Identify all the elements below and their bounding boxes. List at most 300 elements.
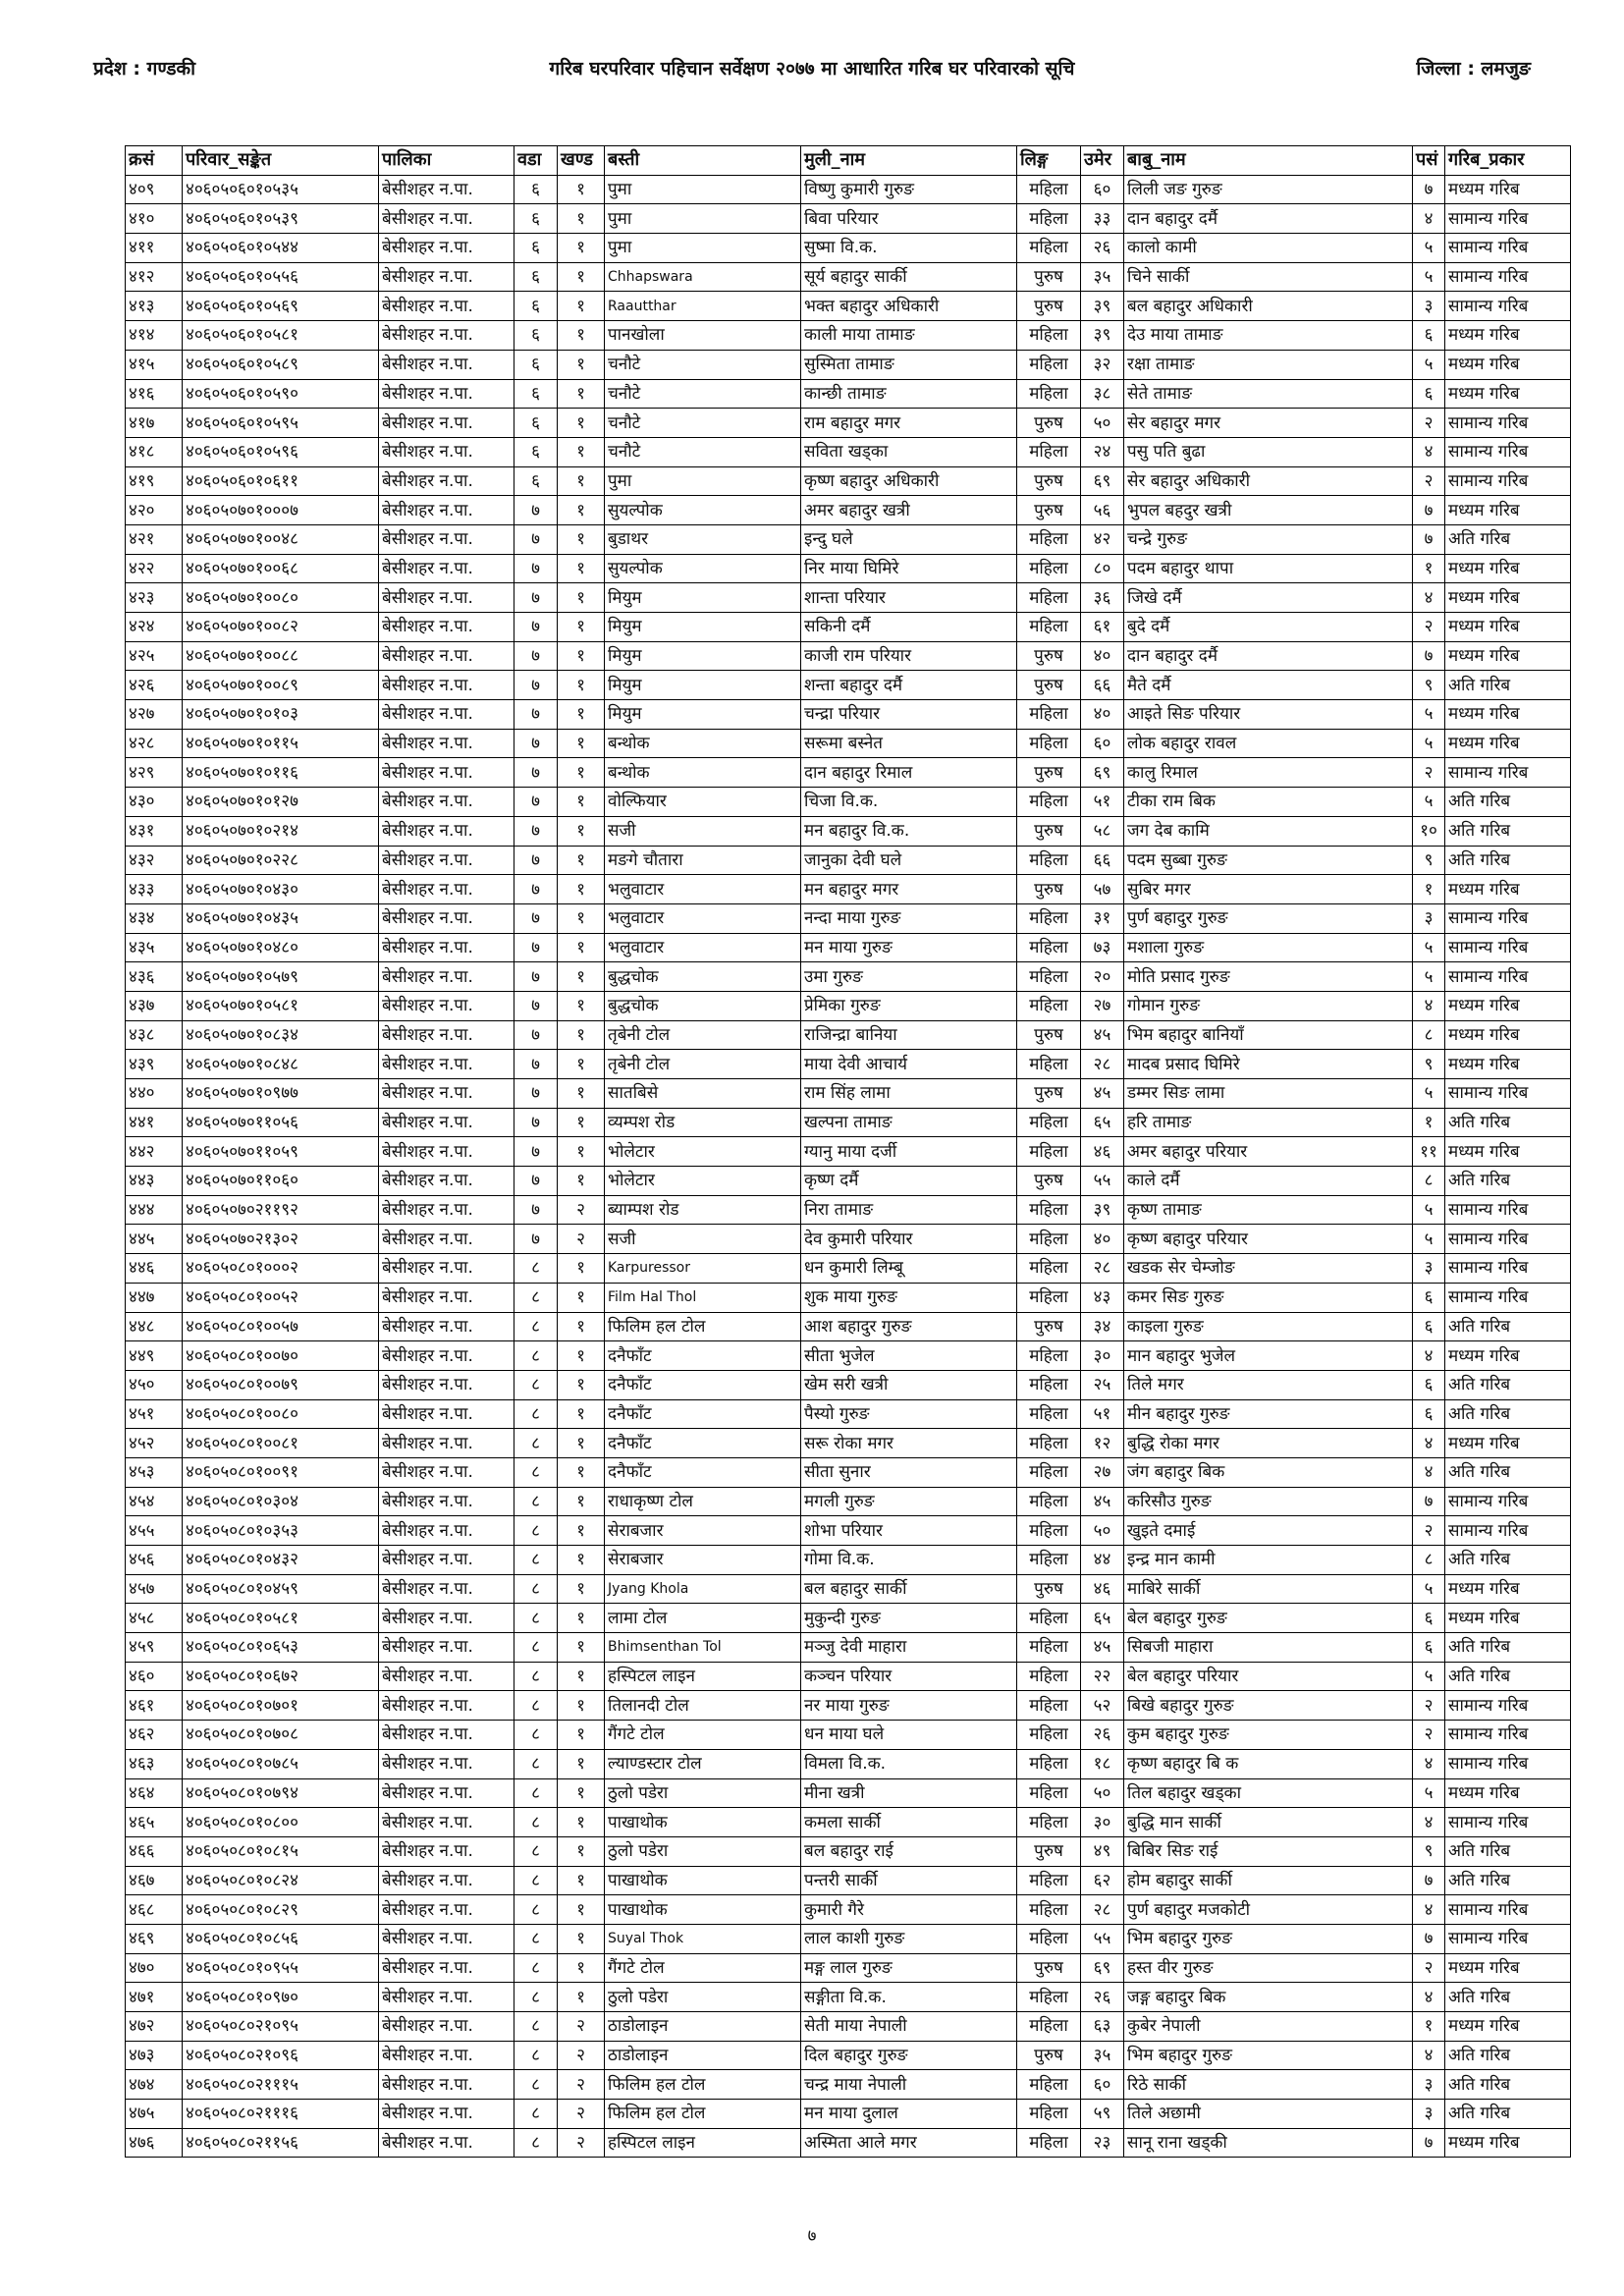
cell-poverty-type: मध्यम गरिब bbox=[1445, 1574, 1571, 1604]
cell-father-name: दान बहादुर दर्मै bbox=[1124, 204, 1413, 234]
cell-family-size: ७ bbox=[1413, 524, 1445, 554]
cell-block: १ bbox=[558, 1749, 605, 1778]
cell-ward: ८ bbox=[514, 1604, 558, 1633]
cell-gender: महिला bbox=[1017, 613, 1081, 642]
cell-father-name: पदम सुब्बा गुरुङ bbox=[1124, 846, 1413, 875]
cell-ward: ७ bbox=[514, 554, 558, 583]
cell-poverty-type: मध्यम गरिब bbox=[1445, 2128, 1571, 2158]
cell-head-name: काली माया तामाङ bbox=[801, 321, 1017, 351]
cell-municipality: बेसीशहर न.पा. bbox=[379, 933, 514, 962]
cell-family-size: ३ bbox=[1413, 292, 1445, 321]
cell-age: २० bbox=[1081, 962, 1124, 992]
table-row bbox=[126, 758, 1571, 788]
cell-block: १ bbox=[558, 1604, 605, 1633]
cell-family-code: ४०६०५०६०१०५९० bbox=[183, 379, 379, 409]
table-row bbox=[126, 379, 1571, 409]
cell-poverty-type: मध्यम गरिब bbox=[1445, 1953, 1571, 1983]
cell-age: ४९ bbox=[1081, 1836, 1124, 1866]
cell-ward: ७ bbox=[514, 671, 558, 700]
cell-serial: ४५९ bbox=[126, 1633, 183, 1663]
cell-serial: ४२२ bbox=[126, 554, 183, 583]
cell-father-name: बिखे बहादुर गुरुङ bbox=[1124, 1691, 1413, 1721]
cell-serial: ४४५ bbox=[126, 1225, 183, 1254]
cell-gender: महिला bbox=[1017, 700, 1081, 730]
cell-municipality: बेसीशहर न.पा. bbox=[379, 1516, 514, 1546]
cell-settlement: दनैफाँट bbox=[605, 1457, 801, 1487]
cell-settlement: वोल्फियार bbox=[605, 788, 801, 817]
cell-ward: ८ bbox=[514, 1283, 558, 1312]
cell-age: ४३ bbox=[1081, 1283, 1124, 1312]
cell-family-code: ४०६०५०७०१०५८१ bbox=[183, 991, 379, 1020]
cell-father-name: तिले मगर bbox=[1124, 1370, 1413, 1399]
cell-father-name: तिल बहादुर खड्का bbox=[1124, 1778, 1413, 1808]
cell-settlement: मङगे चौतारा bbox=[605, 846, 801, 875]
cell-family-size: ९ bbox=[1413, 1050, 1445, 1079]
cell-settlement: ठुलो पडेरा bbox=[605, 1983, 801, 2012]
cell-municipality: बेसीशहर न.पा. bbox=[379, 1836, 514, 1866]
table-row bbox=[126, 2070, 1571, 2100]
cell-family-size: ४ bbox=[1413, 991, 1445, 1020]
cell-poverty-type: सामान्य गरिब bbox=[1445, 933, 1571, 962]
cell-municipality: बेसीशहर न.पा. bbox=[379, 875, 514, 904]
cell-settlement: भलुवाटार bbox=[605, 903, 801, 933]
cell-settlement: चनौटे bbox=[605, 350, 801, 379]
cell-poverty-type: अति गरिब bbox=[1445, 1167, 1571, 1196]
cell-settlement: सुयल्पोक bbox=[605, 496, 801, 525]
cell-municipality: बेसीशहर न.पा. bbox=[379, 1312, 514, 1341]
cell-gender: महिला bbox=[1017, 204, 1081, 234]
cell-family-code: ४०६०५०६०१०५३५ bbox=[183, 175, 379, 204]
cell-age: ४५ bbox=[1081, 1020, 1124, 1050]
cell-father-name: बल बहादुर अधिकारी bbox=[1124, 292, 1413, 321]
cell-ward: ७ bbox=[514, 962, 558, 992]
cell-gender: महिला bbox=[1017, 1749, 1081, 1778]
table-row bbox=[126, 1050, 1571, 1079]
cell-block: १ bbox=[558, 350, 605, 379]
cell-age: ४६ bbox=[1081, 1137, 1124, 1167]
cell-settlement: पाखाथोक bbox=[605, 1808, 801, 1837]
cell-gender: महिला bbox=[1017, 729, 1081, 758]
table-row bbox=[126, 1370, 1571, 1399]
cell-settlement: ठाडोलाइन bbox=[605, 2012, 801, 2042]
cell-family-code: ४०६०५०८०१०७०१ bbox=[183, 1691, 379, 1721]
cell-ward: ८ bbox=[514, 2100, 558, 2129]
cell-municipality: बेसीशहर न.पा. bbox=[379, 758, 514, 788]
cell-family-code: ४०६०५०८०१०५८१ bbox=[183, 1604, 379, 1633]
cell-municipality: बेसीशहर न.पा. bbox=[379, 1429, 514, 1458]
cell-serial: ४४२ bbox=[126, 1137, 183, 1167]
table-row bbox=[126, 816, 1571, 846]
table-row bbox=[126, 2041, 1571, 2070]
cell-block: २ bbox=[558, 2100, 605, 2129]
cell-family-code: ४०६०५०७०१०००७ bbox=[183, 496, 379, 525]
cell-block: १ bbox=[558, 204, 605, 234]
cell-head-name: कुमारी गैरे bbox=[801, 1895, 1017, 1925]
table-row bbox=[126, 1749, 1571, 1778]
cell-ward: ८ bbox=[514, 1487, 558, 1516]
cell-block: १ bbox=[558, 1808, 605, 1837]
page-title: गरिब घरपरिवार पहिचान सर्वेक्षण २०७७ मा आधारित गरिब घर परिवारको सूचि bbox=[549, 58, 1075, 80]
cell-gender: महिला bbox=[1017, 2100, 1081, 2129]
cell-gender: महिला bbox=[1017, 350, 1081, 379]
cell-settlement: व्यम्पश रोड bbox=[605, 1108, 801, 1137]
cell-poverty-type: अति गरिब bbox=[1445, 1836, 1571, 1866]
cell-block: १ bbox=[558, 1691, 605, 1721]
cell-poverty-type: सामान्य गरिब bbox=[1445, 903, 1571, 933]
cell-family-code: ४०६०५०८०२१०९५ bbox=[183, 2012, 379, 2042]
cell-serial: ४४० bbox=[126, 1079, 183, 1109]
cell-head-name: नन्दा माया गुरुङ bbox=[801, 903, 1017, 933]
cell-father-name: खुइते दमाई bbox=[1124, 1516, 1413, 1546]
cell-settlement: बुद्धचोक bbox=[605, 991, 801, 1020]
cell-head-name: धन कुमारी लिम्बू bbox=[801, 1254, 1017, 1284]
cell-gender: महिला bbox=[1017, 1895, 1081, 1925]
cell-age: ४० bbox=[1081, 641, 1124, 671]
cell-family-size: ३ bbox=[1413, 2070, 1445, 2100]
cell-serial: ४३५ bbox=[126, 933, 183, 962]
table-row bbox=[126, 1546, 1571, 1575]
cell-family-size: ७ bbox=[1413, 1866, 1445, 1895]
cell-serial: ४७३ bbox=[126, 2041, 183, 2070]
cell-settlement: फिलिम हल टोल bbox=[605, 1312, 801, 1341]
cell-settlement: दनैफाँट bbox=[605, 1399, 801, 1429]
cell-serial: ४२३ bbox=[126, 583, 183, 613]
cell-block: १ bbox=[558, 1254, 605, 1284]
cell-age: ५८ bbox=[1081, 816, 1124, 846]
cell-father-name: भिम बहादुर गुरुङ bbox=[1124, 2041, 1413, 2070]
cell-settlement: हस्पिटल लाइन bbox=[605, 2128, 801, 2158]
cell-gender: पुरुष bbox=[1017, 641, 1081, 671]
cell-gender: महिला bbox=[1017, 1283, 1081, 1312]
cell-family-code: ४०६०५०८०१०३५३ bbox=[183, 1516, 379, 1546]
cell-family-size: ७ bbox=[1413, 2128, 1445, 2158]
cell-ward: ८ bbox=[514, 1341, 558, 1371]
cell-head-name: आश बहादुर गुरुङ bbox=[801, 1312, 1017, 1341]
cell-father-name: जग देब कामि bbox=[1124, 816, 1413, 846]
col-header-settlement: बस्ती bbox=[605, 146, 801, 176]
cell-family-size: २ bbox=[1413, 1691, 1445, 1721]
cell-family-size: ८ bbox=[1413, 1546, 1445, 1575]
cell-gender: महिला bbox=[1017, 379, 1081, 409]
cell-father-name: आइते सिङ परियार bbox=[1124, 700, 1413, 730]
cell-age: ४० bbox=[1081, 1225, 1124, 1254]
col-header-father-name: बाबु_नाम bbox=[1124, 146, 1413, 176]
cell-gender: महिला bbox=[1017, 1399, 1081, 1429]
cell-head-name: अस्मिता आले मगर bbox=[801, 2128, 1017, 2158]
cell-poverty-type: मध्यम गरिब bbox=[1445, 1778, 1571, 1808]
cell-ward: ७ bbox=[514, 788, 558, 817]
cell-block: १ bbox=[558, 583, 605, 613]
cell-father-name: कृष्ण तामाङ bbox=[1124, 1195, 1413, 1225]
table-row bbox=[126, 1633, 1571, 1663]
cell-settlement: सजी bbox=[605, 1225, 801, 1254]
cell-age: २२ bbox=[1081, 1662, 1124, 1691]
cell-settlement: सुयल्पोक bbox=[605, 554, 801, 583]
cell-ward: ६ bbox=[514, 409, 558, 438]
cell-serial: ४२७ bbox=[126, 700, 183, 730]
cell-family-size: ६ bbox=[1413, 1399, 1445, 1429]
cell-head-name: शुक माया गुरुङ bbox=[801, 1283, 1017, 1312]
cell-municipality: बेसीशहर न.पा. bbox=[379, 1546, 514, 1575]
table-row bbox=[126, 671, 1571, 700]
cell-gender: महिला bbox=[1017, 234, 1081, 263]
cell-age: ६० bbox=[1081, 175, 1124, 204]
cell-gender: महिला bbox=[1017, 1662, 1081, 1691]
cell-ward: ६ bbox=[514, 466, 558, 496]
cell-age: ३९ bbox=[1081, 292, 1124, 321]
cell-family-size: ३ bbox=[1413, 1254, 1445, 1284]
cell-age: ६० bbox=[1081, 729, 1124, 758]
table-row bbox=[126, 1778, 1571, 1808]
col-header-municipality: पालिका bbox=[379, 146, 514, 176]
cell-poverty-type: सामान्य गरिब bbox=[1445, 758, 1571, 788]
cell-serial: ४७५ bbox=[126, 2100, 183, 2129]
cell-head-name: दान बहादुर रिमाल bbox=[801, 758, 1017, 788]
cell-father-name: चिने सार्की bbox=[1124, 262, 1413, 292]
table-row bbox=[126, 1574, 1571, 1604]
cell-municipality: बेसीशहर न.पा. bbox=[379, 583, 514, 613]
cell-ward: ७ bbox=[514, 933, 558, 962]
table-row bbox=[126, 1079, 1571, 1109]
cell-ward: ८ bbox=[514, 2128, 558, 2158]
cell-gender: महिला bbox=[1017, 1225, 1081, 1254]
cell-family-code: ४०६०५०८०१००५७ bbox=[183, 1312, 379, 1341]
cell-gender: महिला bbox=[1017, 524, 1081, 554]
cell-gender: पुरुष bbox=[1017, 671, 1081, 700]
cell-block: १ bbox=[558, 524, 605, 554]
cell-family-code: ४०६०५०८०१००९१ bbox=[183, 1457, 379, 1487]
cell-block: १ bbox=[558, 1633, 605, 1663]
cell-block: १ bbox=[558, 875, 605, 904]
cell-settlement: मियुम bbox=[605, 700, 801, 730]
cell-family-size: ११ bbox=[1413, 1137, 1445, 1167]
cell-serial: ४४१ bbox=[126, 1108, 183, 1137]
cell-head-name: मीना खत्री bbox=[801, 1778, 1017, 1808]
cell-family-code: ४०६०५०८०१००७० bbox=[183, 1341, 379, 1371]
cell-head-name: काजी राम परियार bbox=[801, 641, 1017, 671]
cell-serial: ४२६ bbox=[126, 671, 183, 700]
table-row bbox=[126, 524, 1571, 554]
cell-serial: ४३४ bbox=[126, 903, 183, 933]
cell-family-code: ४०६०५०६०१०५४४ bbox=[183, 234, 379, 263]
table-row bbox=[126, 1662, 1571, 1691]
table-row bbox=[126, 1167, 1571, 1196]
cell-settlement: दनैफाँट bbox=[605, 1370, 801, 1399]
cell-municipality: बेसीशहर न.पा. bbox=[379, 1370, 514, 1399]
cell-gender: महिला bbox=[1017, 991, 1081, 1020]
cell-settlement: मियुम bbox=[605, 641, 801, 671]
cell-head-name: कञ्चन परियार bbox=[801, 1662, 1017, 1691]
cell-municipality: बेसीशहर न.पा. bbox=[379, 1137, 514, 1167]
cell-municipality: बेसीशहर न.पा. bbox=[379, 1079, 514, 1109]
cell-municipality: बेसीशहर न.पा. bbox=[379, 379, 514, 409]
cell-head-name: मन बहादुर मगर bbox=[801, 875, 1017, 904]
cell-block: १ bbox=[558, 554, 605, 583]
cell-family-size: ५ bbox=[1413, 729, 1445, 758]
table-row bbox=[126, 1341, 1571, 1371]
table-row bbox=[126, 962, 1571, 992]
cell-gender: महिला bbox=[1017, 903, 1081, 933]
cell-gender: महिला bbox=[1017, 1254, 1081, 1284]
cell-father-name: भुपल बहदुर खत्री bbox=[1124, 496, 1413, 525]
cell-municipality: बेसीशहर न.पा. bbox=[379, 1225, 514, 1254]
table-row bbox=[126, 1808, 1571, 1837]
cell-family-size: ५ bbox=[1413, 262, 1445, 292]
cell-poverty-type: सामान्य गरिब bbox=[1445, 1283, 1571, 1312]
cell-family-code: ४०६०५०६०१०५६९ bbox=[183, 292, 379, 321]
cell-family-size: ५ bbox=[1413, 788, 1445, 817]
cell-block: १ bbox=[558, 409, 605, 438]
cell-gender: महिला bbox=[1017, 1633, 1081, 1663]
table-row bbox=[126, 1604, 1571, 1633]
cell-gender: महिला bbox=[1017, 437, 1081, 466]
cell-ward: ८ bbox=[514, 1983, 558, 2012]
cell-block: २ bbox=[558, 2041, 605, 2070]
cell-serial: ४३० bbox=[126, 788, 183, 817]
cell-block: १ bbox=[558, 321, 605, 351]
cell-settlement: पुमा bbox=[605, 204, 801, 234]
cell-ward: ८ bbox=[514, 2012, 558, 2042]
cell-municipality: बेसीशहर न.पा. bbox=[379, 788, 514, 817]
cell-municipality: बेसीशहर न.पा. bbox=[379, 1050, 514, 1079]
cell-ward: ७ bbox=[514, 1225, 558, 1254]
cell-municipality: बेसीशहर न.पा. bbox=[379, 1604, 514, 1633]
cell-block: १ bbox=[558, 613, 605, 642]
table-row bbox=[126, 1108, 1571, 1137]
cell-age: ४२ bbox=[1081, 524, 1124, 554]
cell-block: १ bbox=[558, 1312, 605, 1341]
cell-gender: महिला bbox=[1017, 1691, 1081, 1721]
cell-poverty-type: अति गरिब bbox=[1445, 1399, 1571, 1429]
cell-family-size: ९ bbox=[1413, 1836, 1445, 1866]
cell-father-name: बुद्धि रोका मगर bbox=[1124, 1429, 1413, 1458]
cell-ward: ७ bbox=[514, 613, 558, 642]
cell-block: २ bbox=[558, 1195, 605, 1225]
cell-age: ४५ bbox=[1081, 1079, 1124, 1109]
cell-block: १ bbox=[558, 1953, 605, 1983]
cell-serial: ४३७ bbox=[126, 991, 183, 1020]
cell-gender: महिला bbox=[1017, 1983, 1081, 2012]
cell-serial: ४५१ bbox=[126, 1399, 183, 1429]
cell-father-name: मान बहादुर भुजेल bbox=[1124, 1341, 1413, 1371]
cell-block: १ bbox=[558, 1399, 605, 1429]
cell-poverty-type: सामान्य गरिब bbox=[1445, 234, 1571, 263]
cell-head-name: मन माया गुरुङ bbox=[801, 933, 1017, 962]
cell-poverty-type: सामान्य गरिब bbox=[1445, 466, 1571, 496]
cell-settlement: पाखाथोक bbox=[605, 1895, 801, 1925]
cell-gender: पुरुष bbox=[1017, 262, 1081, 292]
cell-family-size: ५ bbox=[1413, 1574, 1445, 1604]
cell-serial: ४२५ bbox=[126, 641, 183, 671]
cell-head-name: लाल काशी गुरुङ bbox=[801, 1924, 1017, 1953]
cell-settlement: गैंगटे टोल bbox=[605, 1953, 801, 1983]
table-row bbox=[126, 1691, 1571, 1721]
cell-family-size: ७ bbox=[1413, 641, 1445, 671]
cell-block: १ bbox=[558, 1983, 605, 2012]
cell-family-size: २ bbox=[1413, 1516, 1445, 1546]
cell-head-name: सीता भुजेल bbox=[801, 1341, 1017, 1371]
cell-settlement: दनैफाँट bbox=[605, 1429, 801, 1458]
cell-family-code: ४०६०५०६०१०५८९ bbox=[183, 350, 379, 379]
col-header-age: उमेर bbox=[1081, 146, 1124, 176]
cell-settlement: बन्थोक bbox=[605, 729, 801, 758]
cell-family-size: ५ bbox=[1413, 933, 1445, 962]
cell-poverty-type: मध्यम गरिब bbox=[1445, 583, 1571, 613]
cell-block: १ bbox=[558, 1108, 605, 1137]
cell-ward: ७ bbox=[514, 1195, 558, 1225]
col-header-family-code: परिवार_सङ्केत bbox=[183, 146, 379, 176]
cell-age: ५२ bbox=[1081, 1691, 1124, 1721]
cell-family-code: ४०६०५०८०१००८० bbox=[183, 1399, 379, 1429]
cell-head-name: शन्ता बहादुर दर्मै bbox=[801, 671, 1017, 700]
cell-serial: ४६८ bbox=[126, 1895, 183, 1925]
cell-family-code: ४०६०५०८०१०७८५ bbox=[183, 1749, 379, 1778]
cell-head-name: बिवा परियार bbox=[801, 204, 1017, 234]
cell-family-code: ४०६०५०६०१०५८१ bbox=[183, 321, 379, 351]
cell-serial: ४४८ bbox=[126, 1312, 183, 1341]
cell-municipality: बेसीशहर न.पा. bbox=[379, 204, 514, 234]
cell-municipality: बेसीशहर न.पा. bbox=[379, 1895, 514, 1925]
cell-father-name: बुद्धि मान सार्की bbox=[1124, 1808, 1413, 1837]
cell-ward: ७ bbox=[514, 496, 558, 525]
cell-head-name: जानुका देवी घले bbox=[801, 846, 1017, 875]
cell-family-size: २ bbox=[1413, 613, 1445, 642]
cell-ward: ६ bbox=[514, 262, 558, 292]
cell-municipality: बेसीशहर न.पा. bbox=[379, 1487, 514, 1516]
cell-poverty-type: मध्यम गरिब bbox=[1445, 1137, 1571, 1167]
cell-serial: ४१५ bbox=[126, 350, 183, 379]
cell-family-code: ४०६०५०७०१००८० bbox=[183, 583, 379, 613]
cell-family-size: ४ bbox=[1413, 437, 1445, 466]
cell-ward: ७ bbox=[514, 816, 558, 846]
cell-ward: ६ bbox=[514, 204, 558, 234]
cell-age: ४५ bbox=[1081, 1487, 1124, 1516]
cell-family-size: १ bbox=[1413, 554, 1445, 583]
cell-ward: ८ bbox=[514, 1574, 558, 1604]
cell-ward: ६ bbox=[514, 350, 558, 379]
cell-block: १ bbox=[558, 1662, 605, 1691]
cell-settlement: पुमा bbox=[605, 466, 801, 496]
cell-gender: महिला bbox=[1017, 1487, 1081, 1516]
cell-ward: ८ bbox=[514, 1778, 558, 1808]
cell-family-code: ४०६०५०८०१०६५३ bbox=[183, 1633, 379, 1663]
cell-settlement: Raautthar bbox=[605, 292, 801, 321]
cell-settlement: Chhapswara bbox=[605, 262, 801, 292]
cell-father-name: चन्द्रे गुरुङ bbox=[1124, 524, 1413, 554]
cell-block: १ bbox=[558, 1516, 605, 1546]
cell-father-name: पुर्ण बहादुर गुरुङ bbox=[1124, 903, 1413, 933]
table-row bbox=[126, 1953, 1571, 1983]
cell-poverty-type: सामान्य गरिब bbox=[1445, 292, 1571, 321]
cell-municipality: बेसीशहर न.पा. bbox=[379, 321, 514, 351]
cell-gender: पुरुष bbox=[1017, 496, 1081, 525]
cell-municipality: बेसीशहर न.पा. bbox=[379, 437, 514, 466]
table-row bbox=[126, 1836, 1571, 1866]
cell-ward: ८ bbox=[514, 1370, 558, 1399]
cell-poverty-type: अति गरिब bbox=[1445, 1662, 1571, 1691]
cell-municipality: बेसीशहर न.पा. bbox=[379, 409, 514, 438]
cell-municipality: बेसीशहर न.पा. bbox=[379, 1778, 514, 1808]
cell-father-name: जङ्ग बहादुर बिक bbox=[1124, 1983, 1413, 2012]
cell-settlement: बन्थोक bbox=[605, 758, 801, 788]
cell-gender: महिला bbox=[1017, 321, 1081, 351]
cell-block: १ bbox=[558, 1721, 605, 1750]
cell-age: ६९ bbox=[1081, 1953, 1124, 1983]
cell-age: ३५ bbox=[1081, 2041, 1124, 2070]
table-header-row bbox=[126, 146, 1571, 176]
cell-age: ५१ bbox=[1081, 788, 1124, 817]
cell-settlement: Suyal Thok bbox=[605, 1924, 801, 1953]
